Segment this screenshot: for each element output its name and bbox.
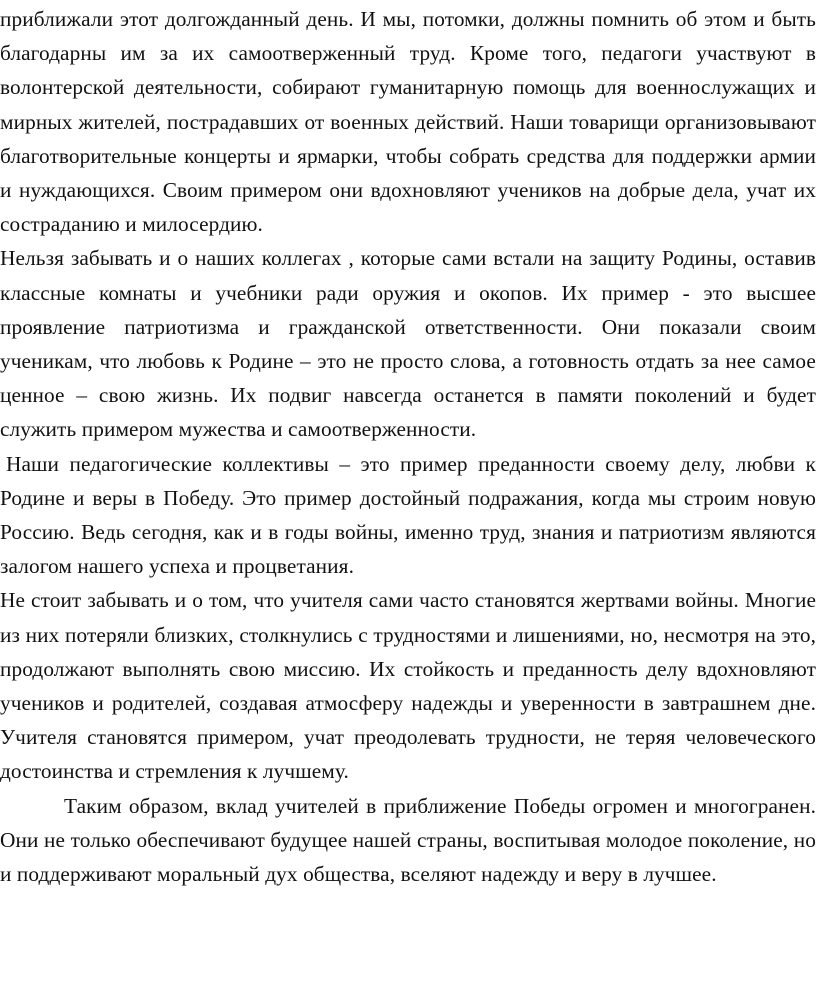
paragraph-teachers-victims: Не стоит забывать и о том, что учителя сами часто становятся жертвами войны. Многие из них потеряли близких, столкнулись с трудностями и лишениями, но, несмотря на это, продолжают выполнять свою миссию. Их стойкость и преданность делу вдохновляют учеников и родителей, создавая атмосферу надежды и уверенности в завтрашнем дне. Учителя становятся примером, учат преодолевать трудности, не теряя человеческого достоинства и стремления к лучшему. <box>0 588 816 784</box>
paragraph-conclusion: Таким образом, вклад учителей в приближение Победы огромен и многогранен. Они не только обеспечивают будущее нашей страны, воспитывая молодое поколение, но и поддерживают моральный дух общества, вселяют надежду и веру в лучшее. <box>0 793 816 887</box>
document-body <box>0 2 816 891</box>
paragraph-pedagogical-collectives: Наши педагогические коллективы – это пример преданности своему делу, любви к Родине и веры в Победу. Это пример достойный подражания, когда мы строим новую Россию. Ведь сегодня, как и в годы войны, именно труд, знания и патриотизм являются залогом нашего успеха и процветания. <box>0 451 816 579</box>
paragraph-teachers-volunteering: приближали этот долгожданный день. И мы, потомки, должны помнить об этом и быть благодарны им за их самоотверженный труд. Кроме того, педагоги участвуют в волонтерской деятельности, собирают гуманитарную помощь для военнослужащих и мирных жителей, пострадавших от военных действий. Наши товарищи организовывают благотворительные концерты и ярмарки, чтобы собрать средства для поддержки армии и нуждающихся. Своим примером они вдохновляют учеников на добрые дела, учат их состраданию и милосердию. <box>0 7 816 237</box>
paragraph-colleagues-defenders: Нельзя забывать и о наших коллегах , которые сами встали на защиту Родины, оставив классные комнаты и учебники ради оружия и окопов. Их пример - это высшее проявление патриотизма и гражданской ответственности. Они показали своим ученикам, что любовь к Родине – это не просто слова, а готовность отдать за нее самое ценное – свою жизнь. Их подвиг навсегда останется в памяти поколений и будет служить примером мужества и самоотверженности. <box>0 246 816 442</box>
